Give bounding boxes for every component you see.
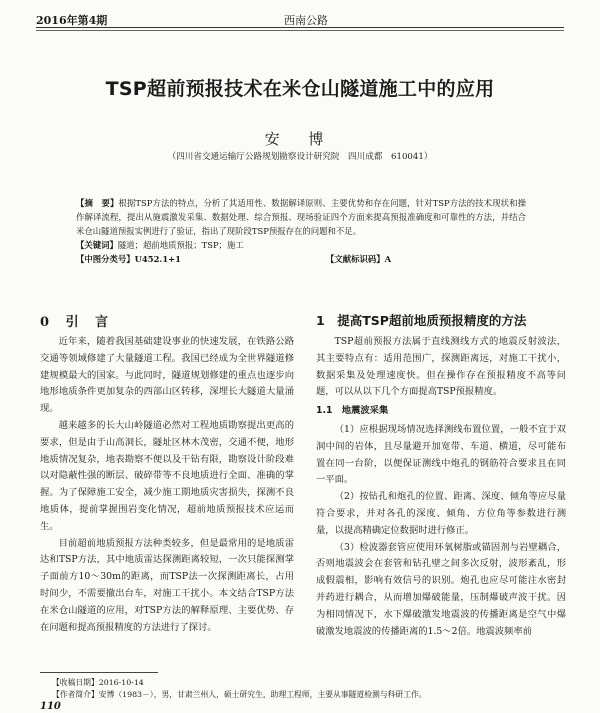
- footnote-rule: [40, 672, 158, 673]
- left-column: [40, 334, 294, 636]
- paragraph: （1）应根据现场情况选择测线布置位置，一般不宜于双洞中间的岩体，且尽量避开加宽带、车道、横道，尽可能布置在同一台阶，以便保证测线中炮孔的钢筋符合要求且在同一平面。: [316, 423, 566, 486]
- header-rule-thin: [36, 30, 564, 31]
- section-introduction-heading: 0 引 言: [40, 315, 115, 330]
- header-rule: [36, 27, 564, 28]
- section-1-heading: 1 提高TSP超前地质预报精度的方法: [316, 313, 527, 328]
- author-name: 安 博: [264, 130, 336, 148]
- abstract-text: 根据TSP方法的特点，分析了其适用性、数据解译原则、主要优势和存在问题，针对TSP方法的技术现状和操作解译流程，提出从施震激发采集、数据处理、综合预报、现场验证四个方面来提高预报准确度和可靠性的方法，并结合米仓山隧道预报实例进行了验证，指出了现阶段TSP预报存在的问题和不足。: [76, 198, 526, 236]
- keywords: [76, 238, 526, 252]
- paragraph: TSP超前预报方法属于直线测线方式的地震反射波法，其主要特点有：适用范围广，探测距离远，对施工干扰小，数据采集及处理速度快。但在操作存在预报精度不高等问题，可以从以下几个方面提高TSP预报精度。: [316, 336, 566, 398]
- page-number: 110: [40, 701, 61, 712]
- footnote-received: 【收稿日期】2016-10-14: [52, 678, 144, 687]
- footnote-author-bio: 【作者简介】安博（1983－），男，甘肃兰州人，硕士研究生，助理工程师，主要从事隧道检测与科研工作。: [52, 690, 427, 699]
- paragraph: 越来越多的长大山岭隧道必然对工程地质勘察提出更高的要求，但是由于山高洞长，隧址区林木茂密，交通不便，地形地质情况复杂，地表勘察不便以及干钻有限，勘察设计阶段难以对隐蔽性强的断层、破碎带等不良地质进行全面、准确的掌握。为了保障施工安全，减少施工期地质灾害损失，探测不良地质体，提前掌握围岩变化情况，超前地质预报技术应运而生。: [40, 419, 294, 532]
- keywords-text: 隧道；超前地质预报；TSP；施工: [117, 240, 244, 250]
- classification-number: 【中图分类号】U452.1+1: [76, 254, 181, 264]
- paragraph: （2）按钻孔和炮孔的位置、距离、深度、倾角等应尽量符合要求，并对各孔的深度、倾角、方位角等参数进行测量，以提高精确定位数据时进行修正。: [316, 491, 566, 536]
- subsection-heading: 1.1 地震波采集: [316, 405, 389, 417]
- right-column: [316, 334, 566, 640]
- journal-issue: 2016年第4期: [36, 14, 108, 27]
- journal-name: 西南公路: [284, 14, 328, 27]
- document-id: 【文献标识码】A: [326, 254, 392, 264]
- paragraph: 近年来，随着我国基础建设事业的快速发展，在铁路公路交通等领域修建了大量隧道工程。我国已经成为全世界隧道修建规模最大的国家。与此同时，隧道规划修建的重点也逐步向地形地质条件更加复杂的西部山区转移，深埋长大隧道大量涌现。: [40, 336, 294, 415]
- paragraph: 目前超前地质预报方法种类较多，但是最常用的是地质雷达和TSP方法，其中地质雷达探测距离较短，一次只能探测掌子面前方10～30m的距离，而TSP法一次探测距离长，占用时间少，不需要撤出台车，对施工干扰小。本文结合TSP方法在米仓山隧道的应用，对TSP方法的解释原理、主要优势、存在问题和提高预报精度的方法进行了探讨。: [40, 537, 294, 633]
- abstract: [76, 196, 526, 238]
- keywords-label: 【关键词】: [76, 240, 118, 250]
- paper-title: TSP超前预报技术在米仓山隧道施工中的应用: [105, 78, 495, 100]
- abstract-label: 【摘 要】: [76, 198, 119, 208]
- author-affiliation: （四川省交通运输厅公路规划勘察设计研究院 四川成都 610041）: [167, 152, 433, 162]
- paragraph: （3）检波器套管应使用环氧树脂或锚固剂与岩壁耦合，否则地震波会在套管和钻孔壁之间多次反射，波形紊乱，形成假震相，影响有效信号的识别。炮孔也应尽可能注水密封并药进行耦合，从而增加爆破能量，压制爆破声波干扰。因为相同情况下，水下爆破激发地震波的传播距离是空气中爆破激发地震波的传播距离的1.5～2倍。地震波频率前: [316, 541, 566, 637]
